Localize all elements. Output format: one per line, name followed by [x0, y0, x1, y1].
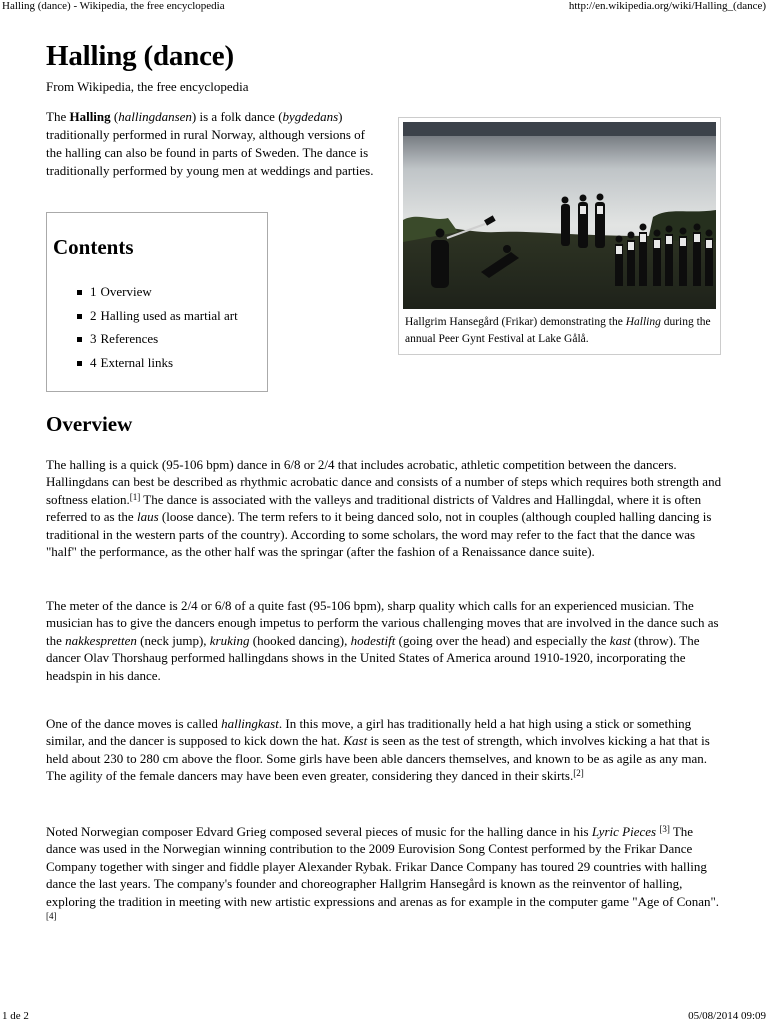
intro-bold-term: Halling — [69, 109, 111, 124]
table-of-contents — [46, 212, 268, 392]
intro-link-bygdedans[interactable]: bygdedans — [282, 109, 339, 124]
reference-link-1[interactable]: [1] — [129, 491, 141, 502]
intro-text: ) traditionally performed in rural Norway, although versions of the halling can also be found in parts of Sweden. The dance is traditionally performed by young men at weddings and parties. — [46, 109, 374, 178]
intro-text: The — [46, 109, 70, 124]
bullet-icon — [77, 337, 82, 342]
overview-paragraph-3: One of the dance moves is called hallingkast. In this move, a girl has traditionally held a hat high using a stick or something similar, and the dancer is supposed to kick down the hat. Kast is seen as the test of strength, which involves kicking a hat that is held about 230 to 280 cm above the floor. Some girls have been able dancers themselves, and known to be as agile as any man. The agility of the female dancers may have been even greater, considering they danced in their skirts.[2] — [46, 716, 710, 784]
toc-item-references[interactable]: 3 References — [77, 330, 238, 354]
intro-link-hallingdansen[interactable]: hallingdansen — [118, 109, 192, 124]
toc-item-martial-art[interactable]: 2 Halling used as martial art — [77, 307, 238, 331]
overview-paragraph-1: The halling is a quick (95-106 bpm) dance in 6/8 or 2/4 that includes acrobatic, athletic competition between the dancers. Hallingdans can best be described as rhythmic acrobatic dance and consists of a number of steps which requires both strength and softness elation.[1] The dance is associated with the valleys and traditional districts of Valdres and Hallingdal, where it is often referred to as the laus (loose dance). The term refers to it being danced solo, not in couples (although coupled halling dancing is traditional in the western parts of the country). According to some scholars, the word may refer to the fact that the dance was "half" the performance, as the other half was the springar (after the fashion of a Renaissance dance suite). — [46, 457, 722, 560]
print-header — [0, 0, 768, 12]
figure-caption: Hallgrim Hansegård (Frikar) demonstrating the Halling during the annual Peer Gynt Festival at Lake Gålå. — [405, 316, 711, 345]
reference-link-4[interactable]: [4] — [46, 911, 57, 922]
reference-link-3[interactable]: [3] — [659, 824, 670, 834]
thumbnail-figure — [398, 117, 721, 355]
bullet-icon — [77, 314, 82, 319]
intro-text: ) is a folk dance ( — [191, 109, 283, 124]
page-count: 1 de 2 — [2, 1010, 29, 1022]
toc-title: Contents — [53, 235, 134, 259]
reference-link-2[interactable]: [2] — [573, 768, 584, 779]
print-header-title: Halling (dance) - Wikipedia, the free encyclopedia — [2, 0, 225, 12]
intro-paragraph — [46, 108, 376, 180]
festival-photo[interactable] — [403, 122, 716, 309]
page-subtitle: From Wikipedia, the free encyclopedia — [46, 79, 249, 94]
print-header-url: http://en.wikipedia.org/wiki/Halling_(dance) — [568, 0, 766, 12]
overview-paragraph-4: Noted Norwegian composer Edvard Grieg composed several pieces of music for the halling dance in his Lyric Pieces [3] The dance was used in the Norwegian winning contribution to the 2009 Eurovision Song Contest performed by the Frikar Dance Company together with singer and fiddle player Alexander Rybak. Frikar Dance Company has toured 29 countries with halling dance the last years. The company's founder and choreographer Hallgrim Hansegård is known as the reinventor of halling, exploring the tradition in meeting with new artistic expressions and arenas as for example in the computer game "Age of Conan".[4] — [46, 824, 720, 922]
intro-text: ( — [110, 109, 119, 124]
bullet-icon — [77, 290, 82, 295]
bullet-icon — [77, 361, 82, 366]
print-timestamp: 05/08/2014 09:09 — [688, 1010, 766, 1022]
toc-list — [77, 283, 238, 377]
toc-item-overview[interactable]: 1 Overview — [77, 283, 238, 307]
print-footer — [0, 1010, 768, 1022]
section-heading-overview: Overview — [46, 412, 133, 436]
toc-item-external-links[interactable]: 4 External links — [77, 354, 238, 378]
overview-paragraph-2: The meter of the dance is 2/4 or 6/8 of a quite fast (95-106 bpm), sharp quality which calls for an experienced musician. The musician has to give the dancers enough impetus to perform the various challenging moves that are involved in the dance such as the nakkespretten (neck jump), kruking (hooked dancing), hodestift (going over the head) and especially the kast (throw). The dancer Olav Thorshaug performed hallingdans shows in the United States of America around 1910-1920, incorporating the headspin in his dance. — [46, 598, 719, 683]
page-title: Halling (dance) — [46, 40, 234, 72]
